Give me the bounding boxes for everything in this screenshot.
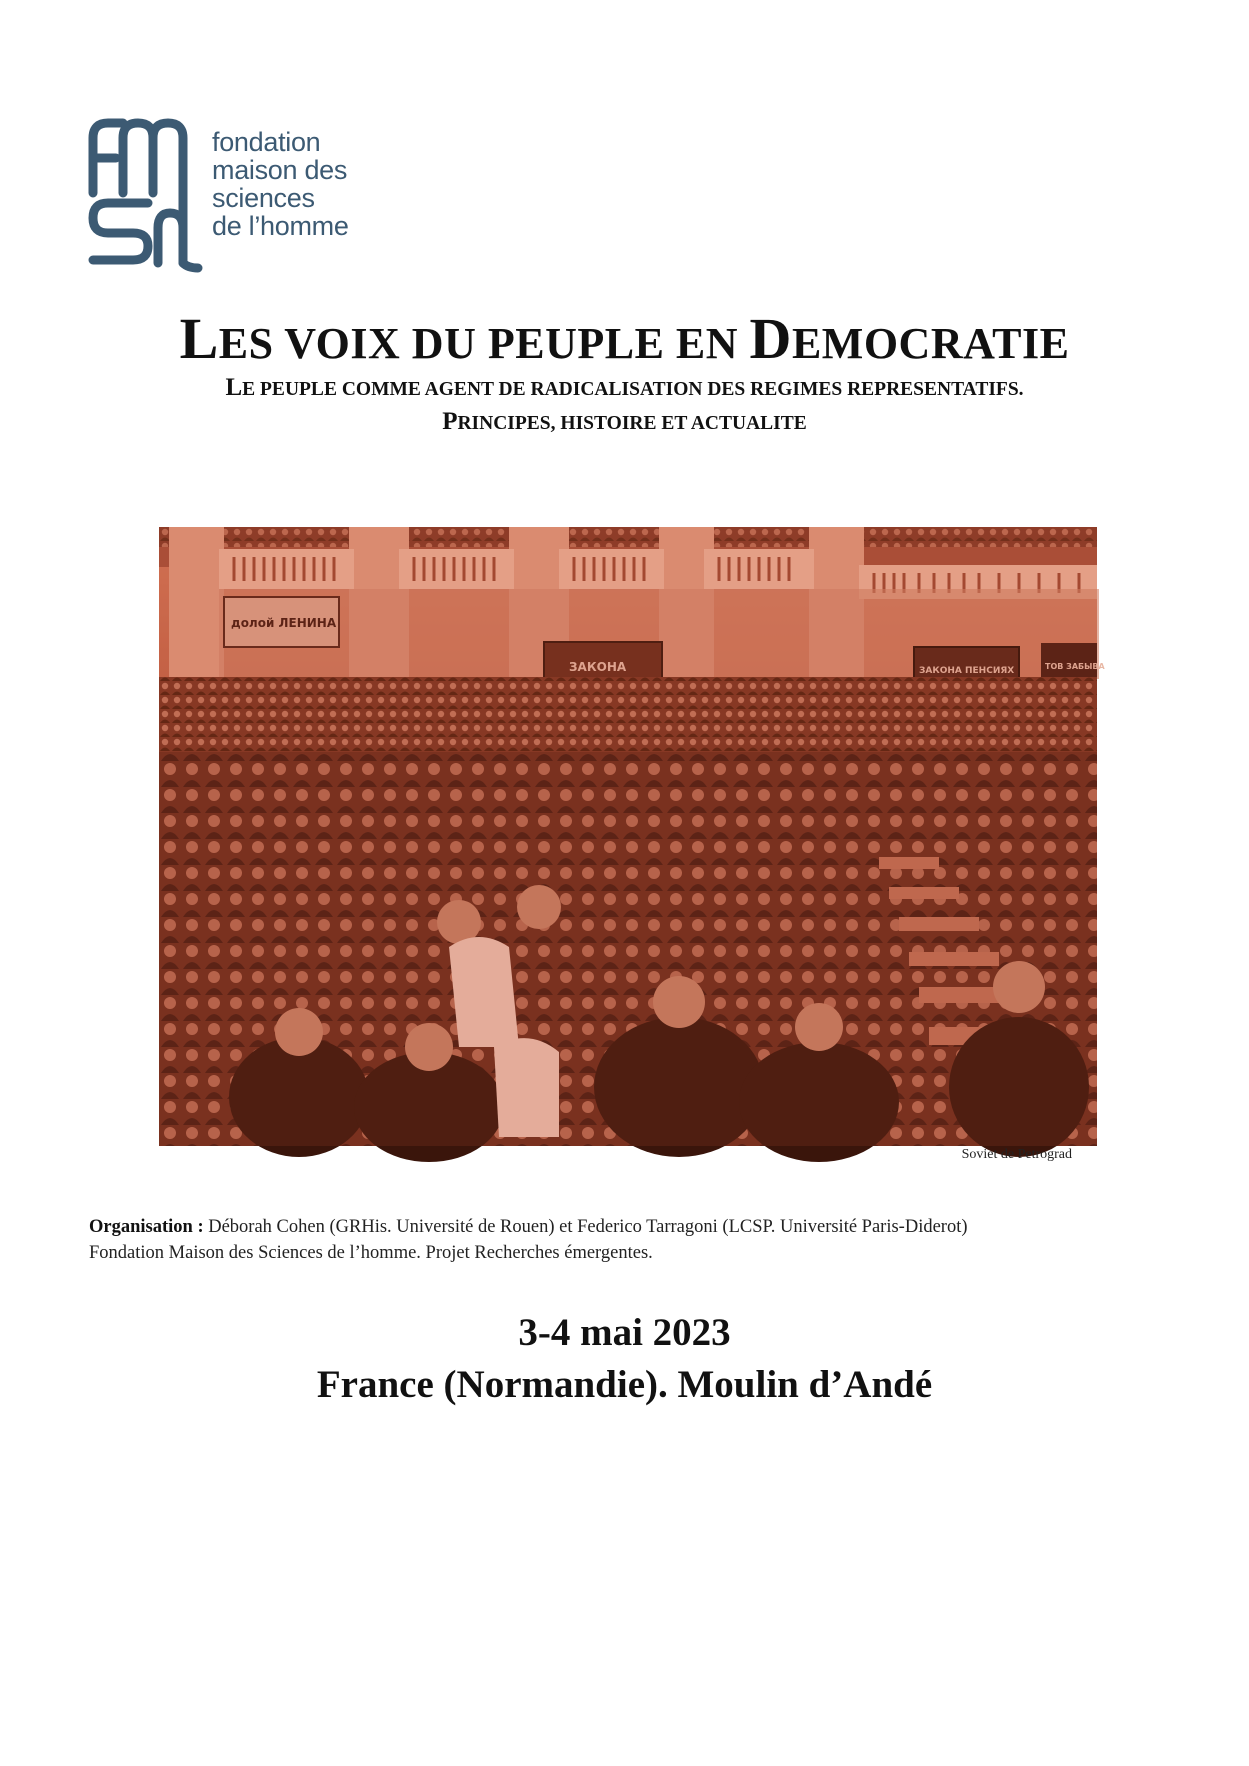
title-part: EMOCRATIE <box>791 319 1070 368</box>
logo-line: de l’homme <box>212 211 349 241</box>
subtitle-initial: P <box>442 408 458 435</box>
title-initial: D <box>749 306 792 371</box>
logo-line: sciences <box>212 183 315 213</box>
banner-text: ЗАКОНА <box>569 660 627 674</box>
subtitle-text: E PEUPLE COMME AGENT DE RADICALISATION DES REGIMES REPRESENTATIFS. <box>242 379 1024 400</box>
logo-line: fondation <box>212 127 321 157</box>
organisation-block <box>89 1214 1169 1266</box>
assembly-photo <box>159 527 1105 1146</box>
organisation-line-1 <box>89 1214 1169 1240</box>
photo-caption: Soviet de Petrograd <box>961 1147 1072 1162</box>
title-part: ES VOIX DU PEUPLE EN <box>218 319 750 368</box>
logo-line: maison des <box>212 155 348 185</box>
banner-text: долой ЛЕНИНА <box>231 616 337 630</box>
title-initial: L <box>179 306 219 371</box>
subtitle-line-1 <box>0 374 1249 402</box>
organisation-label: Organisation : <box>89 1217 204 1237</box>
subtitle-initial: L <box>225 374 243 401</box>
fmsh-logo-mark <box>88 118 213 268</box>
logo-text <box>212 128 349 240</box>
banner-text: ТОВ ЗАБЫВА <box>1045 662 1105 671</box>
subtitle-text: RINCIPES, HISTOIRE ET ACTUALITE <box>457 413 807 434</box>
subtitle-line-2 <box>0 408 1249 436</box>
fmsh-logo <box>88 118 388 268</box>
event-place: France (Normandie). Moulin d’Andé <box>316 1363 933 1406</box>
photo-illustration <box>159 527 1105 1146</box>
event-date: 3-4 mai 2023 <box>518 1311 731 1354</box>
page-title <box>0 305 1249 372</box>
organisation-line-2: Fondation Maison des Sciences de l’homme. Projet Recherches émergentes. <box>89 1243 653 1263</box>
banner-text: ЗАКОНА ПЕНСИЯХ <box>919 666 1015 676</box>
organisation-names: Déborah Cohen (GRHis. Université de Rouen) et Federico Tarragoni (LCSP. Université Paris-Diderot) <box>203 1217 968 1237</box>
